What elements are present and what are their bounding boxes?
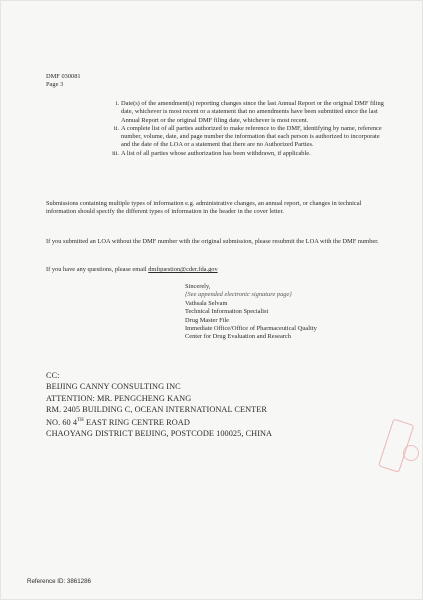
cc-address-line [46, 415, 272, 428]
loa-paragraph: If you submitted an LOA without the DMF number with the original submission, please resubmit the LOA with the DMF number. [46, 238, 379, 245]
cc-address-text: EAST RING CENTRE ROAD [83, 417, 190, 427]
list-item-number: iii. [112, 149, 119, 157]
signature-note: {See appended electronic signature page} [185, 291, 292, 299]
cc-address-line: CHAOYANG DISTRICT BEIJING, POSTCODE 100025, CHINA [46, 429, 273, 439]
questions-text: If you have any questions, please email [46, 266, 149, 273]
dmf-number: DMF 030081 [46, 73, 81, 80]
closing: Sincerely, [185, 283, 211, 290]
list-item-text: Date(s) of the amendment(s) reporting changes since the last Annual Report or the original DMF filing date, whichever is most recent or a statement that no amendments have been submitted since the last Annual Report or the original DMF filing date, whichever is most recent. [121, 100, 384, 124]
department-line: Center for Drug Evaluation and Research [185, 333, 291, 341]
signer-title: Technical Information Specialist [185, 308, 269, 316]
cc-address-text: NO. 60 4 [46, 417, 78, 427]
cc-company: BEIJING CANNY CONSULTING INC [46, 382, 181, 392]
cc-attention: ATTENTION: MR. PENGCHENG KANG [46, 393, 192, 403]
list-item-number: ii. [113, 124, 119, 132]
document-header [46, 73, 81, 89]
list-item [108, 125, 390, 150]
cc-address-line: RM. 2405 BUILDING C, OCEAN INTERNATIONAL CENTER [46, 404, 267, 414]
list-item-text: A complete list of all parties authorized to make reference to the DMF, identifying by name, reference number, volume, date, and page number the information that each person is authorized to incorporate and the date of the LOA or a statement that there are no Authorized Parties. [121, 124, 382, 149]
list-item [108, 100, 390, 125]
signature-block [185, 283, 317, 342]
page-number: Page 3 [46, 81, 64, 88]
list-item-number: i. [115, 100, 119, 107]
email-link[interactable]: dmfquestion@cder.fda.gov [148, 266, 218, 273]
cc-label: CC: [46, 371, 60, 380]
cc-block [46, 370, 272, 440]
list-item [108, 150, 390, 158]
reference-id: Reference ID: 3861286 [27, 578, 91, 585]
signer-name: Vathsala Selvam [185, 299, 228, 307]
list-item-text: A list of all parties whose authorization has been withdrawn, if applicable. [121, 149, 311, 157]
department-line: Drug Master File [185, 316, 230, 324]
requirements-list [108, 100, 390, 158]
submissions-paragraph: Submissions containing multiple types of information e.g. administrative changes, an annual report, or changes in technical information should specify the different types of information in the header in the cover letter. [46, 200, 362, 216]
questions-paragraph [46, 266, 392, 274]
cc-superscript: TH [77, 418, 84, 424]
department-line: Immediate Office/Office of Pharmaceutical Quality [185, 325, 317, 333]
